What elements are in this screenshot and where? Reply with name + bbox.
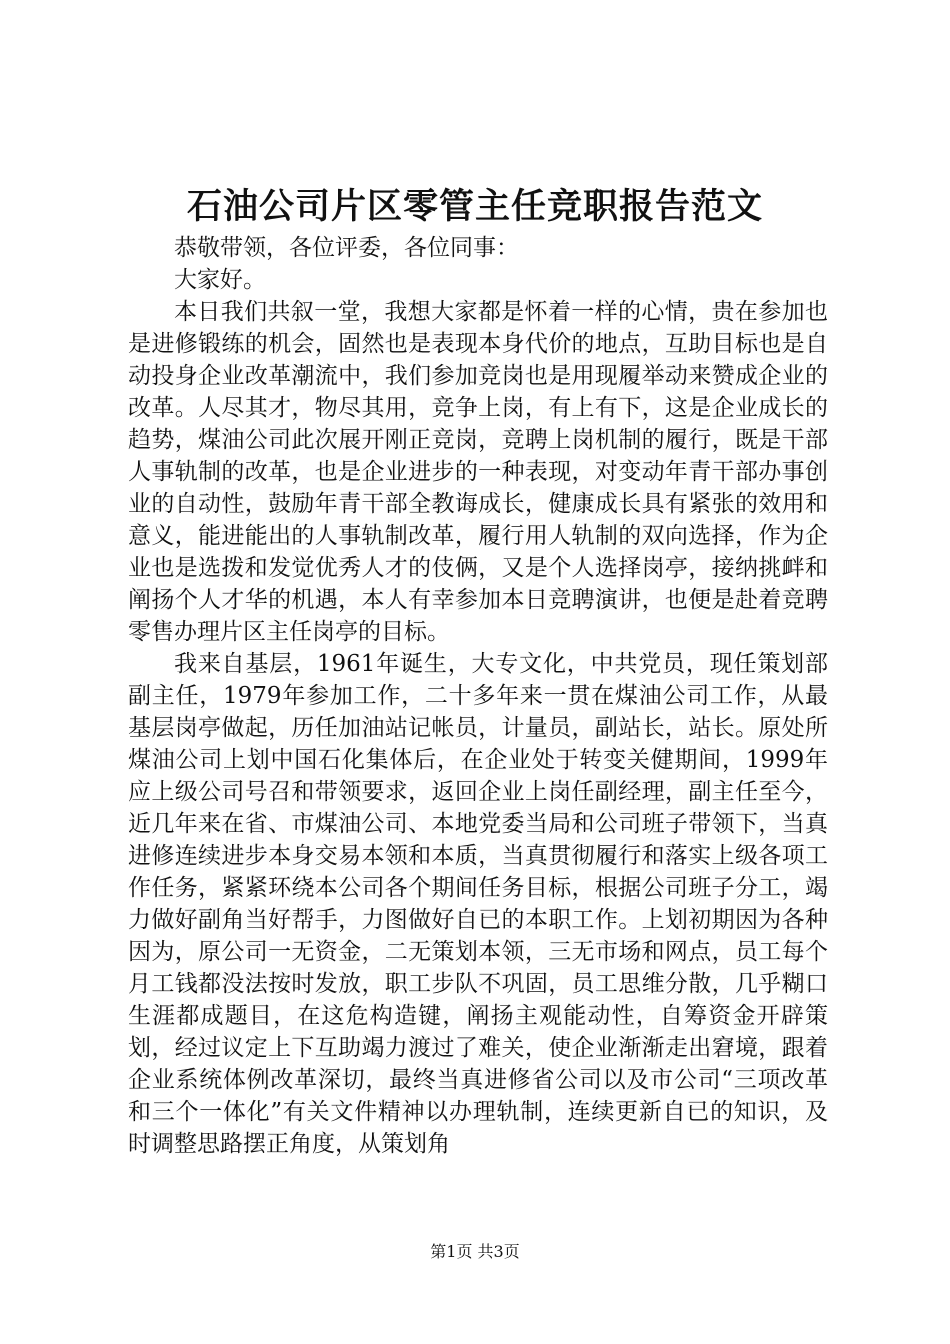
salutation: 恭敬带领，各位评委，各位同事： [174,235,519,261]
body-paragraph: 我来自基层，1961年诞生，大专文化，中共党员，现任策划部副主任，1979年参加工作，二十多年来一贯在煤油公司工作，从最基层岗亭做起，历任加油站记帐员，计量员，副站长，站长。原处所煤油公司上划中国石化集体后，在企业处于转变关健期间，1999年应上级公司号召和带领要求，返回企业上岗任副经理，副主任至今，近几年来在省、市煤油公司、本地党委当局和公司班子带领下，当真进修连续进步本身交易本领和本质，当真贯彻履行和落实上级各项工作任务，紧紧环绕本公司各个期间任务目标，根据公司班子分工，竭力做好副角当好帮手，力图做好自已的本职工作。上划初期因为各种因为，原公司一无资金，二无策划本领，三无市场和网点，员工每个月工钱都没法按时发放，职工步队不巩固，员工思维分散，几乎糊口生涯都成题目，在这危构造键，阐扬主观能动性，自筹资金开辟策划，经过议定上下互助竭力渡过了难关，使企业渐渐走出窘境，跟着企业系统体例改革深切，最终当真进修省公司以及市公司“三项改革和三个一体化”有关文件精神以办理轨制，连续更新自已的知识，及时调整思路摆正角度，从策划角 [128,651,828,1157]
greeting: 大家好。 [174,267,266,293]
document-body [128,232,828,1160]
page-number-footer: 第1页 共3页 [430,1242,520,1261]
document-title: 石油公司片区零管主任竞职报告范文 [186,186,763,227]
body-paragraph: 本日我们共叙一堂，我想大家都是怀着一样的心情，贵在参加也是进修锻练的机会，固然也是表现本身代价的地点，互助目标也是自动投身企业改革潮流中，我们参加竞岗也是用现履举动来赞成企业的改革。人尽其才，物尽其用，竞争上岗，有上有下，这是企业成长的趋势，煤油公司此次展开刚正竞岗，竞聘上岗机制的履行，既是干部人事轨制的改革，也是企业进步的一种表现，对变动年青干部办事创业的自动性，鼓励年青干部全教诲成长，健康成长具有紧张的效用和意义，能进能出的人事轨制改革，履行用人轨制的双向选择，作为企业也是选拨和发觉优秀人才的伎俩，又是个人选择岗亭，接纳挑衅和阐扬个人才华的机遇，本人有幸参加本日竞聘演讲，也便是赴着竞聘零售办理片区主任岗亭的目标。 [128,299,828,645]
